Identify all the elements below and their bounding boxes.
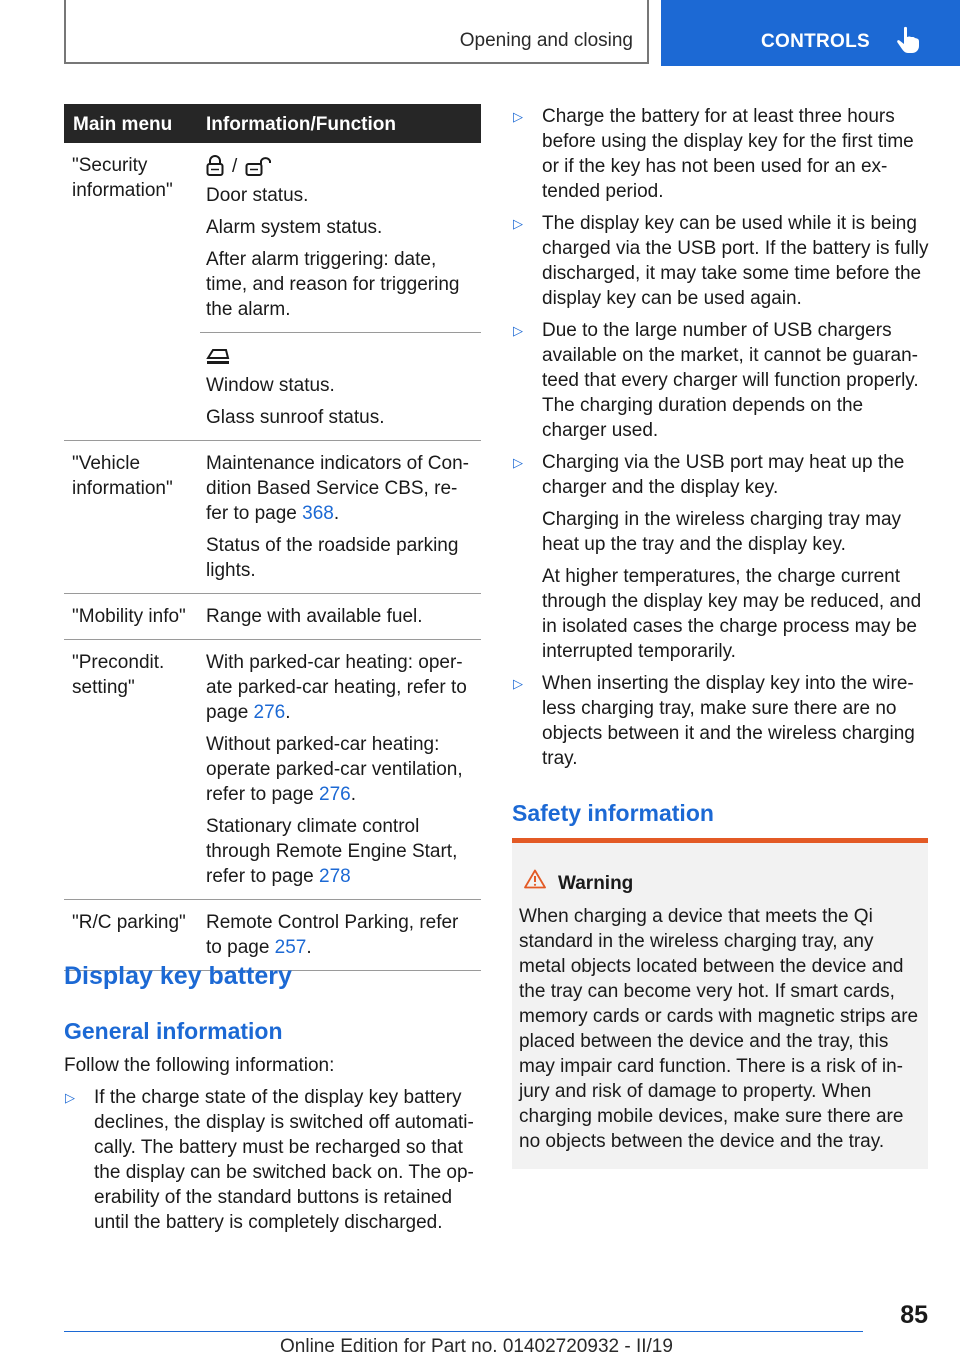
info-cell bbox=[206, 640, 481, 899]
page-number: 85 bbox=[900, 1301, 928, 1329]
list-item-text: When inserting the display key into the wire-less charging tray, make sure there are no objects between it and the wireless charging tray. bbox=[542, 673, 915, 769]
list-item bbox=[64, 1085, 484, 1235]
table-row bbox=[64, 900, 481, 971]
info-text: Range with available fuel. bbox=[206, 606, 423, 627]
list-item bbox=[512, 671, 932, 771]
list-item bbox=[512, 318, 932, 443]
table-row bbox=[64, 594, 481, 640]
section-title: Opening and closing bbox=[459, 30, 633, 51]
info-text: Status of the roadside parking lights. bbox=[206, 535, 459, 581]
info-text-part: Remote Control Parking, refer to page bbox=[206, 912, 459, 958]
lock-status-icons bbox=[206, 153, 477, 179]
info-cell bbox=[206, 143, 481, 332]
list-item bbox=[512, 104, 932, 204]
info-text bbox=[206, 732, 477, 807]
page-link[interactable]: 276 bbox=[253, 702, 286, 723]
page-link[interactable]: 276 bbox=[319, 784, 351, 805]
warning-title: Warning bbox=[558, 873, 634, 894]
table-row bbox=[64, 640, 481, 900]
column-header-main-menu: Main menu bbox=[73, 114, 173, 135]
info-cell bbox=[206, 900, 481, 970]
chapter-title: CONTROLS bbox=[761, 31, 871, 52]
subsection-heading: General information bbox=[64, 1018, 283, 1044]
page-link[interactable]: 278 bbox=[319, 866, 351, 887]
header-section-box bbox=[64, 0, 649, 64]
triangle-bullet-icon: ▷ bbox=[513, 323, 523, 338]
info-text-part: Maintenance indicators of Con-dition Based Service CBS, re-fer to page bbox=[206, 453, 469, 524]
warning-triangle-icon bbox=[524, 869, 546, 889]
warning-text: When charging a device that meets the Qi standard in the wireless charging tray, any metal objects located between the device and the tray can become very hot. If smart cards, memory cards or cards with magnetic strips are placed between the device and the tray, this may impair card function. There is a risk of in-jury and risk of damage to property. When charging mobile devices, make sure there are no objects between the device and the tray. bbox=[519, 906, 919, 1152]
menu-cell: "Precondit. setting" bbox=[72, 652, 165, 698]
info-text-part: Without parked-car heating: operate parked-car ventilation, refer to page bbox=[206, 734, 463, 805]
info-cell bbox=[206, 441, 481, 593]
window-status-icons bbox=[206, 343, 477, 369]
info-text-part: With parked-car heating: oper-ate parked-car heating, refer to page bbox=[206, 652, 467, 723]
info-text bbox=[206, 910, 477, 960]
list-item-text: Charging in the wireless charging tray may heat up the tray and the display key. bbox=[542, 509, 902, 555]
list-item-text: Due to the large number of USB chargers available on the market, it cannot be guaran-teed that every charger will function properly. The charging duration depends on the charger used. bbox=[542, 320, 919, 441]
menu-cell: "R/C parking" bbox=[72, 912, 186, 933]
menu-cell: "Mobility info" bbox=[72, 606, 186, 627]
info-text: Glass sunroof status. bbox=[206, 407, 385, 428]
info-text bbox=[206, 451, 477, 526]
info-text-part: Stationary climate control through Remote Engine Start, refer to page bbox=[206, 816, 458, 887]
info-text bbox=[206, 814, 477, 889]
warning-box bbox=[512, 838, 928, 1169]
hand-pointer-icon bbox=[895, 26, 921, 54]
triangle-bullet-icon: ▷ bbox=[513, 676, 523, 691]
table-row bbox=[64, 441, 481, 594]
footer-divider bbox=[64, 1331, 863, 1332]
list-item-text: If the charge state of the display key battery declines, the display is switched off automati-cally. The battery must be recharged so that the display can be switched back on. The op-erability of the standard buttons is retained until the battery is completely discharged. bbox=[94, 1087, 474, 1233]
info-text-part: . bbox=[285, 702, 291, 723]
list-item bbox=[512, 450, 932, 664]
page-link[interactable]: 257 bbox=[274, 937, 307, 958]
info-cell bbox=[206, 594, 481, 639]
info-text: After alarm triggering: date, time, and reason for triggering the alarm. bbox=[206, 249, 460, 320]
triangle-bullet-icon: ▷ bbox=[65, 1090, 75, 1105]
bullet-list bbox=[64, 1085, 484, 1242]
icon-separator: / bbox=[232, 155, 238, 177]
table-row bbox=[64, 143, 481, 441]
section-heading: Display key battery bbox=[64, 962, 292, 990]
main-menu-table bbox=[64, 104, 481, 971]
info-text bbox=[206, 650, 477, 725]
info-text: Window status. bbox=[206, 375, 335, 396]
info-text-part: . bbox=[306, 937, 312, 958]
unlocked-icon bbox=[245, 155, 271, 177]
info-text: Alarm system status. bbox=[206, 217, 383, 238]
menu-cell: "Security information" bbox=[72, 155, 173, 201]
car-window-icon bbox=[206, 346, 230, 366]
triangle-bullet-icon: ▷ bbox=[513, 109, 523, 124]
locked-icon bbox=[206, 155, 224, 177]
triangle-bullet-icon: ▷ bbox=[513, 216, 523, 231]
list-item bbox=[512, 211, 932, 311]
info-cell bbox=[206, 333, 481, 440]
triangle-bullet-icon: ▷ bbox=[513, 455, 523, 470]
table-header bbox=[64, 104, 481, 143]
menu-cell: "Vehicle information" bbox=[72, 453, 173, 499]
list-item-text: Charge the battery for at least three hours before using the display key for the first time or if the key has not been used for an ex-tended period. bbox=[542, 106, 914, 202]
list-item-text: At higher temperatures, the charge current through the display key may be reduced, and in isolated cases the charge process may be interrupted temporarily. bbox=[542, 566, 922, 662]
intro-text: Follow the following information: bbox=[64, 1055, 335, 1076]
info-text-part: . bbox=[350, 784, 357, 805]
list-item-text: The display key can be used while it is being charged via the USB port. If the battery is fully discharged, it may take some time before the display key can be used again. bbox=[542, 213, 929, 309]
chapter-tab[interactable] bbox=[661, 0, 960, 66]
page-link[interactable]: 368 bbox=[302, 503, 334, 524]
column-header-information: Information/Function bbox=[206, 114, 396, 135]
edition-text: Online Edition for Part no. 01402720932 - II/19 bbox=[280, 1336, 673, 1357]
bullet-list bbox=[512, 104, 932, 778]
info-text: Door status. bbox=[206, 185, 309, 206]
info-text-part: . bbox=[333, 503, 340, 524]
section-heading: Safety information bbox=[512, 800, 714, 826]
list-item-text: Charging via the USB port may heat up the charger and the display key. bbox=[542, 452, 905, 498]
